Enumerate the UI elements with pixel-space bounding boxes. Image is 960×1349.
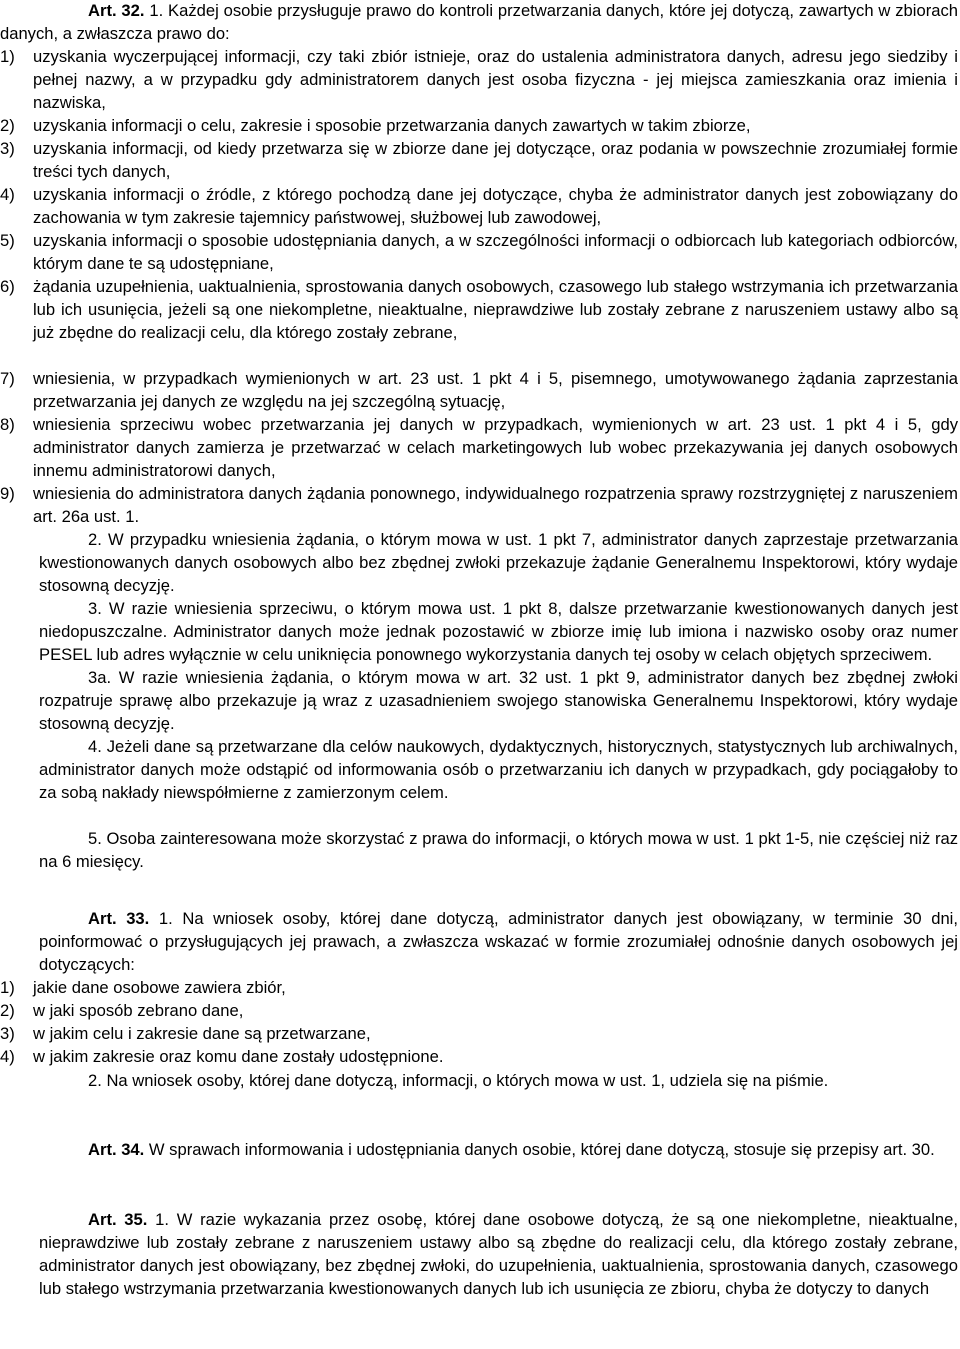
art32-para2: 2. W przypadku wniesienia żądania, o którym mowa w ust. 1 pkt 7, administrator danych zaprzestaje przetwarzania kwestionowanych danych osobowych albo bez zbędnej zwłoki przekazuje żądanie Generalnemu Inspektorowi, który wydaje stosowną decyzję. xyxy=(39,530,958,595)
item-number: 1) xyxy=(0,47,15,66)
art34-text: W sprawach informowania i udostępniania danych osobie, której dane dotyczą, stosuje się przepisy art. 30. xyxy=(148,1140,935,1159)
art35-text: 1. W razie wykazania przez osobę, której dane osobowe dotyczą, że są one niekompletne, nieaktualne, nieprawdziwe lub zostały zebrane z naruszeniem ustawy albo są zbędne do realizacji celu, dla którego zostały zebrane, administrator danych jest obowiązany, bez zbędnej zwłoki, do uzupełnienia, uaktualnienia, sprostowania danych, czasowego lub stałego wstrzymania przetwarzania kwestionowanych danych lub ich usunięcia ze zbioru, chyba że dotyczy to danych xyxy=(39,1210,958,1298)
item-text: wniesienia sprzeciwu wobec przetwarzania jej danych w przypadkach, wymienionych w art. 23 ust. 1 pkt 4 i 5, gdy administrator danych zamierza je przetwarzać w celach marketingowych lub wobec przekazywania jej danych osobowych innemu administratorowi danych, xyxy=(33,415,958,480)
item-text: w jaki sposób zebrano dane, xyxy=(33,1001,244,1020)
art35-para xyxy=(39,1209,958,1349)
art32-para3: 3. W razie wniesienia sprzeciwu, o którym mowa ust. 1 pkt 8, dalsze przetwarzanie kwestionowanych danych jest niedopuszczalne. Administrator danych może jednak pozostawić w zbiorze imię lub imiona i nazwisko osoby oraz numer PESEL lub adres wyłącznie w celu uniknięcia ponownego wykorzystania danych tej osoby w celach objętych sprzeciwem. xyxy=(39,599,958,664)
item-text: uzyskania informacji o źródle, z którego pochodzą dane jej dotyczące, chyba że administrator danych jest zobowiązany do zachowania w tym zakresie tajemnicy państwowej, służbowej lub zawodowej, xyxy=(33,185,958,227)
art32-para3a: 3a. W razie wniesienia żądania, o którym mowa w art. 32 ust. 1 pkt 9, administrator danych bez zbędnej zwłoki rozpatruje sprawę albo przekazuje ją wraz z uzasadnieniem swojego stanowiska Generalnemu Inspektorowi, który wydaje stosowną decyzję. xyxy=(39,668,958,733)
art33-label: Art. 33. xyxy=(88,909,150,928)
item-number: 3) xyxy=(0,139,15,158)
item-number: 5) xyxy=(0,231,15,250)
art32-label: Art. 32. xyxy=(88,1,145,20)
art35-label: Art. 35. xyxy=(88,1210,148,1229)
art33-para1 xyxy=(39,908,958,977)
item-text: wniesienia do administratora danych żądania ponownego, indywidualnego rozpatrzenia sprawy rozstrzygniętej z naruszeniem art. 26a ust. 1. xyxy=(33,484,958,526)
art34-para xyxy=(39,1139,958,1162)
item-number: 1) xyxy=(0,978,15,997)
art32-para1 xyxy=(0,0,958,46)
item-number: 8) xyxy=(0,415,15,434)
item-number: 9) xyxy=(0,484,15,503)
item-number: 2) xyxy=(0,116,15,135)
item-number: 2) xyxy=(0,1001,15,1020)
item-text: uzyskania informacji, od kiedy przetwarza się w zbiorze dane jej dotyczące, oraz podania w powszechnie zrozumiałej formie treści tych danych, xyxy=(33,139,958,181)
art34-label: Art. 34. xyxy=(88,1140,145,1159)
item-text: w jakim celu i zakresie dane są przetwarzane, xyxy=(33,1024,371,1043)
art33-para2: 2. Na wniosek osoby, której dane dotyczą, informacji, o których mowa w ust. 1, udziela się na piśmie. xyxy=(88,1071,829,1090)
item-number: 6) xyxy=(0,277,15,296)
item-text: jakie dane osobowe zawiera zbiór, xyxy=(33,978,286,997)
item-text: żądania uzupełnienia, uaktualnienia, sprostowania danych osobowych, czasowego lub stałego wstrzymania ich przetwarzania lub ich usunięcia, jeżeli są one niekompletne, nieaktualne, nieprawdziwe lub zostały zebrane z naruszeniem ustawy albo są już zbędne do realizacji celu, dla którego zostały zebrane, xyxy=(33,277,958,342)
art32-para4: 4. Jeżeli dane są przetwarzane dla celów naukowych, dydaktycznych, historycznych, statystycznych lub archiwalnych, administrator danych może odstąpić od informowania osób o przetwarzaniu ich danych w przypadkach, gdy pociągałoby to za sobą nakłady niewspółmierne z zamierzonym celem. xyxy=(39,737,958,802)
item-number: 4) xyxy=(0,185,15,204)
item-text: uzyskania informacji o sposobie udostępniania danych, a w szczególności informacji o odbiorcach lub kategoriach odbiorców, którym dane te są udostępniane, xyxy=(33,231,958,273)
item-number: 4) xyxy=(0,1047,15,1066)
item-number: 7) xyxy=(0,369,15,388)
item-number: 3) xyxy=(0,1024,15,1043)
item-text: w jakim zakresie oraz komu dane zostały udostępnione. xyxy=(33,1047,444,1066)
item-text: wniesienia, w przypadkach wymienionych w art. 23 ust. 1 pkt 4 i 5, pisemnego, umotywowanego żądania zaprzestania przetwarzania jej danych ze względu na jej szczególną sytuację, xyxy=(33,369,958,411)
item-text: uzyskania wyczerpującej informacji, czy taki zbiór istnieje, oraz do ustalenia administratora danych, adresu jego siedziby i pełnej nazwy, a w przypadku gdy administratorem danych jest osoba fizyczna - jej miejsca zamieszkania oraz imienia i nazwiska, xyxy=(33,47,958,112)
item-text: uzyskania informacji o celu, zakresie i sposobie przetwarzania danych zawartych w takim zbiorze, xyxy=(33,116,751,135)
art32-para1-text: 1. Każdej osobie przysługuje prawo do kontroli przetwarzania danych, które jej dotyczą, zawartych w zbiorach danych, a zwłaszcza prawo do: xyxy=(0,1,958,43)
art33-para1-text: 1. Na wniosek osoby, której dane dotyczą, administrator danych jest obowiązany, w terminie 30 dni, poinformować o przysługujących jej prawach, a zwłaszcza wskazać w formie zrozumiałej odnośnie danych osobowych jej dotyczących: xyxy=(39,909,958,974)
art32-para5: 5. Osoba zainteresowana może skorzystać z prawa do informacji, o których mowa w ust. 1 pkt 1-5, nie częściej niż raz na 6 miesięcy. xyxy=(39,829,958,871)
